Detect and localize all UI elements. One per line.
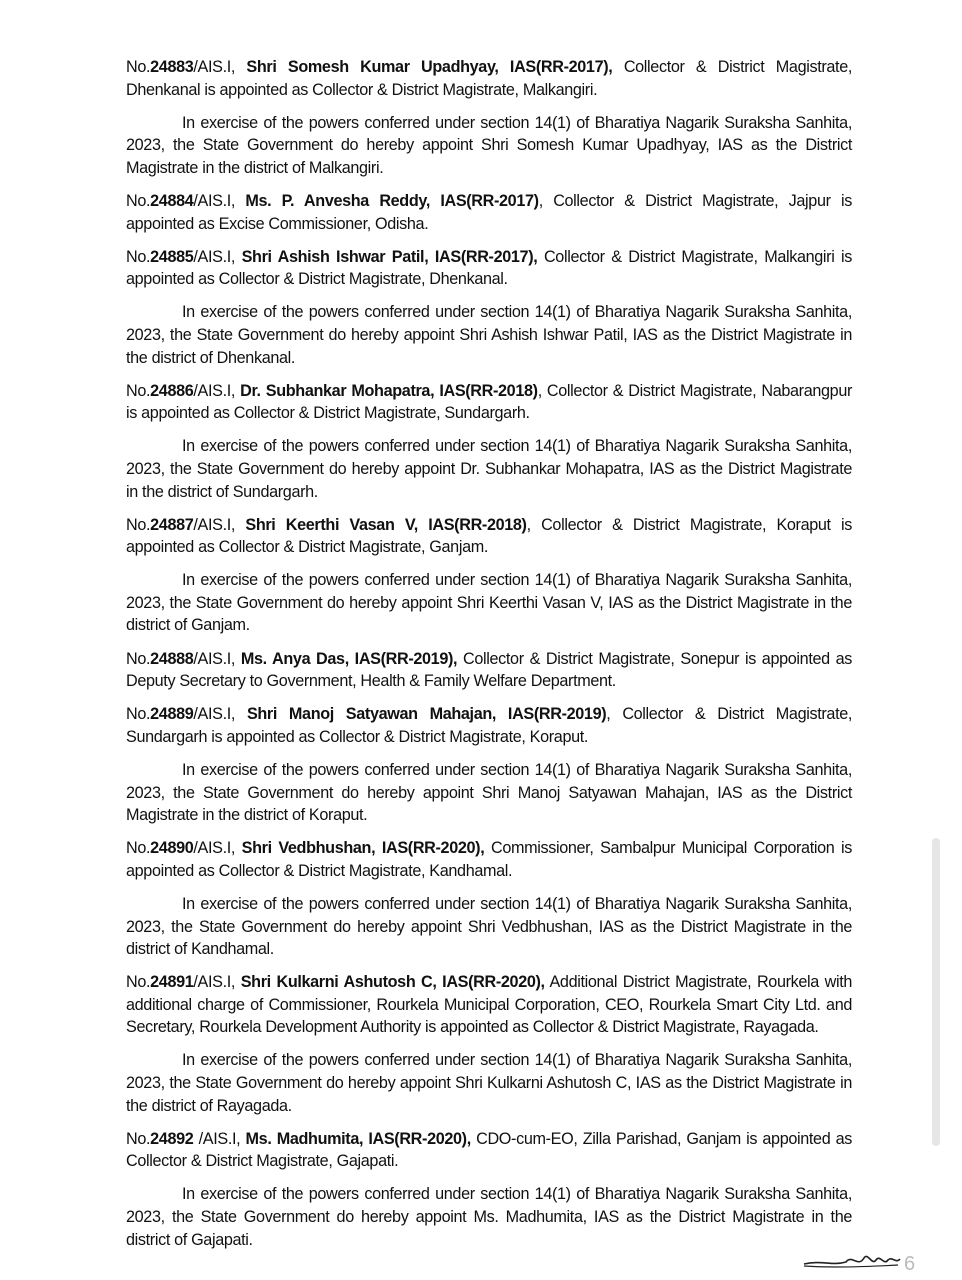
order-text: Collector & District Magistrate, Sonepur is appointed as Deputy Secretary to Government, Health & Family Welfare Department. <box>126 649 853 691</box>
order-paragraph <box>126 648 852 693</box>
order-number: 24886 <box>150 381 194 400</box>
document-body <box>126 56 852 1262</box>
exercise-paragraph: In exercise of the powers conferred under section 14(1) of Bharatiya Nagarik Suraksha Sanhita, 2023, the State Government do hereby appoint Shri Vedbhushan, IAS as the District Magistrate in the district of Kandhamal. <box>126 894 852 959</box>
exercise-paragraph: In exercise of the powers conferred under section 14(1) of Bharatiya Nagarik Suraksha Sanhita, 2023, the State Government do hereby appoint Shri Somesh Kumar Upadhyay, IAS as the District Magistrate in the district of Malkangiri. <box>126 113 852 177</box>
order-number: 24892 <box>150 1129 199 1148</box>
order-suffix: /AIS.I, <box>193 515 246 534</box>
order-suffix: /AIS.I, <box>193 381 241 400</box>
order-text: Commissioner, Sambalpur Municipal Corporation is appointed as Collector & District Magistrate, Kandhamal. <box>126 839 853 880</box>
order-number: 24891 <box>150 973 194 992</box>
order-text: , Collector & District Magistrate, Jajpur is appointed as Excise Commissioner, Odisha. <box>126 191 852 233</box>
exercise-paragraph: In exercise of the powers conferred under section 14(1) of Bharatiya Nagarik Suraksha Sanhita, 2023, the State Government do hereby appoint Ms. Madhumita, IAS as the District Magistrate in the district of Gajapati. <box>126 1185 852 1249</box>
order-number: 24889 <box>150 705 194 724</box>
order-suffix: /AIS.I, <box>193 58 247 76</box>
officer-name: Shri Ashish Ishwar Patil, IAS(RR-2017), <box>241 247 538 266</box>
order-number: 24883 <box>150 58 194 76</box>
order-paragraph <box>126 56 852 101</box>
order-prefix: No. <box>126 839 151 858</box>
order-paragraph <box>126 246 852 291</box>
officer-name: Shri Somesh Kumar Upadhyay, IAS(RR-2017), <box>246 58 613 76</box>
officer-name: Ms. Madhumita, IAS(RR-2020), <box>245 1129 471 1148</box>
order-prefix: No. <box>126 191 151 210</box>
order-text: , Collector & District Magistrate, Nabarangpur is appointed as Collector & District Magistrate, Sundargarh. <box>126 381 853 423</box>
officer-name: Shri Kulkarni Ashutosh C, IAS(RR-2020), <box>240 973 545 992</box>
exercise-paragraph: In exercise of the powers conferred under section 14(1) of Bharatiya Nagarik Suraksha Sanhita, 2023, the State Government do hereby appoint Shri Ashish Ishwar Patil, IAS as the District Magistrate in the district of Dhenkanal. <box>126 303 852 367</box>
order-suffix: /AIS.I, <box>193 191 246 210</box>
order-paragraph <box>126 380 852 425</box>
svg-text:6: 6 <box>904 1253 916 1274</box>
order-prefix: No. <box>126 973 151 992</box>
order-number: 24884 <box>150 191 194 210</box>
order-paragraph <box>126 837 852 882</box>
exercise-paragraph: In exercise of the powers conferred under section 14(1) of Bharatiya Nagarik Suraksha Sanhita, 2023, the State Government do hereby appoint Shri Kulkarni Ashutosh C, IAS as the District Magistrate in the district of Rayagada. <box>126 1051 852 1115</box>
order-paragraph <box>126 514 852 559</box>
exercise-paragraph: In exercise of the powers conferred under section 14(1) of Bharatiya Nagarik Suraksha Sanhita, 2023, the State Government do hereby appoint Shri Keerthi Vasan V, IAS as the District Magistrate in the district of Ganjam. <box>126 571 852 635</box>
order-text: Collector & District Magistrate, Malkangiri is appointed as Collector & District Magistrate, Dhenkanal. <box>126 247 853 289</box>
order-prefix: No. <box>126 247 151 266</box>
order-suffix: /AIS.I, <box>193 649 241 668</box>
order-suffix: /AIS.I, <box>193 247 242 266</box>
order-prefix: No. <box>126 1129 151 1148</box>
officer-name: Ms. P. Anvesha Reddy, IAS(RR-2017) <box>245 191 539 210</box>
order-paragraph <box>126 971 852 1039</box>
order-number: 24885 <box>150 247 194 266</box>
order-text: Collector & District Magistrate, Dhenkanal is appointed as Collector & District Magistrate, Malkangiri. <box>126 58 853 99</box>
order-paragraph <box>126 1128 852 1173</box>
order-text: CDO-cum-EO, Zilla Parishad, Ganjam is appointed as Collector & District Magistrate, Gajapati. <box>126 1129 852 1171</box>
order-text: , Collector & District Magistrate, Koraput is appointed as Collector & District Magistrate, Ganjam. <box>126 515 853 557</box>
order-text: , Collector & District Magistrate, Sundargarh is appointed as Collector & District Magistrate, Koraput. <box>126 705 853 746</box>
order-suffix: /AIS.I, <box>198 1129 246 1148</box>
scrollbar[interactable] <box>932 838 940 1146</box>
officer-name: Shri Vedbhushan, IAS(RR-2020), <box>241 839 485 858</box>
officer-name: Shri Manoj Satyawan Mahajan, IAS(RR-2019) <box>246 705 607 724</box>
order-number: 24887 <box>150 515 194 534</box>
order-suffix: /AIS.I, <box>193 705 247 724</box>
officer-name: Shri Keerthi Vasan V, IAS(RR-2018) <box>245 515 527 534</box>
exercise-paragraph: In exercise of the powers conferred under section 14(1) of Bharatiya Nagarik Suraksha Sanhita, 2023, the State Government do hereby appoint Shri Manoj Satyawan Mahajan, IAS as the District Magistrate in the district of Koraput. <box>126 760 852 825</box>
order-paragraph <box>126 190 852 235</box>
order-prefix: No. <box>126 649 151 668</box>
order-paragraph <box>126 703 852 748</box>
order-prefix: No. <box>126 381 151 400</box>
order-number: 24888 <box>150 649 194 668</box>
order-prefix: No. <box>126 705 151 724</box>
exercise-paragraph: In exercise of the powers conferred under section 14(1) of Bharatiya Nagarik Suraksha Sanhita, 2023, the State Government do hereby appoint Dr. Subhankar Mohapatra, IAS as the District Magistrate in the district of Sundargarh. <box>126 437 852 501</box>
order-number: 24890 <box>150 839 194 858</box>
order-text: Additional District Magistrate, Rourkela with additional charge of Commissioner, Rourkela Municipal Corporation, CEO, Rourkela Smart City Ltd. and Secretary, Rourkela Development Authority is appointed as Collector & District Magistrate, Rayagada. <box>126 973 853 1037</box>
officer-name: Ms. Anya Das, IAS(RR-2019), <box>240 649 458 668</box>
officer-name: Dr. Subhankar Mohapatra, IAS(RR-2018) <box>240 381 538 400</box>
order-suffix: /AIS.I, <box>193 839 242 858</box>
signature <box>802 1246 922 1274</box>
order-prefix: No. <box>126 515 151 534</box>
order-prefix: No. <box>126 58 151 76</box>
order-suffix: /AIS.I, <box>193 973 241 992</box>
